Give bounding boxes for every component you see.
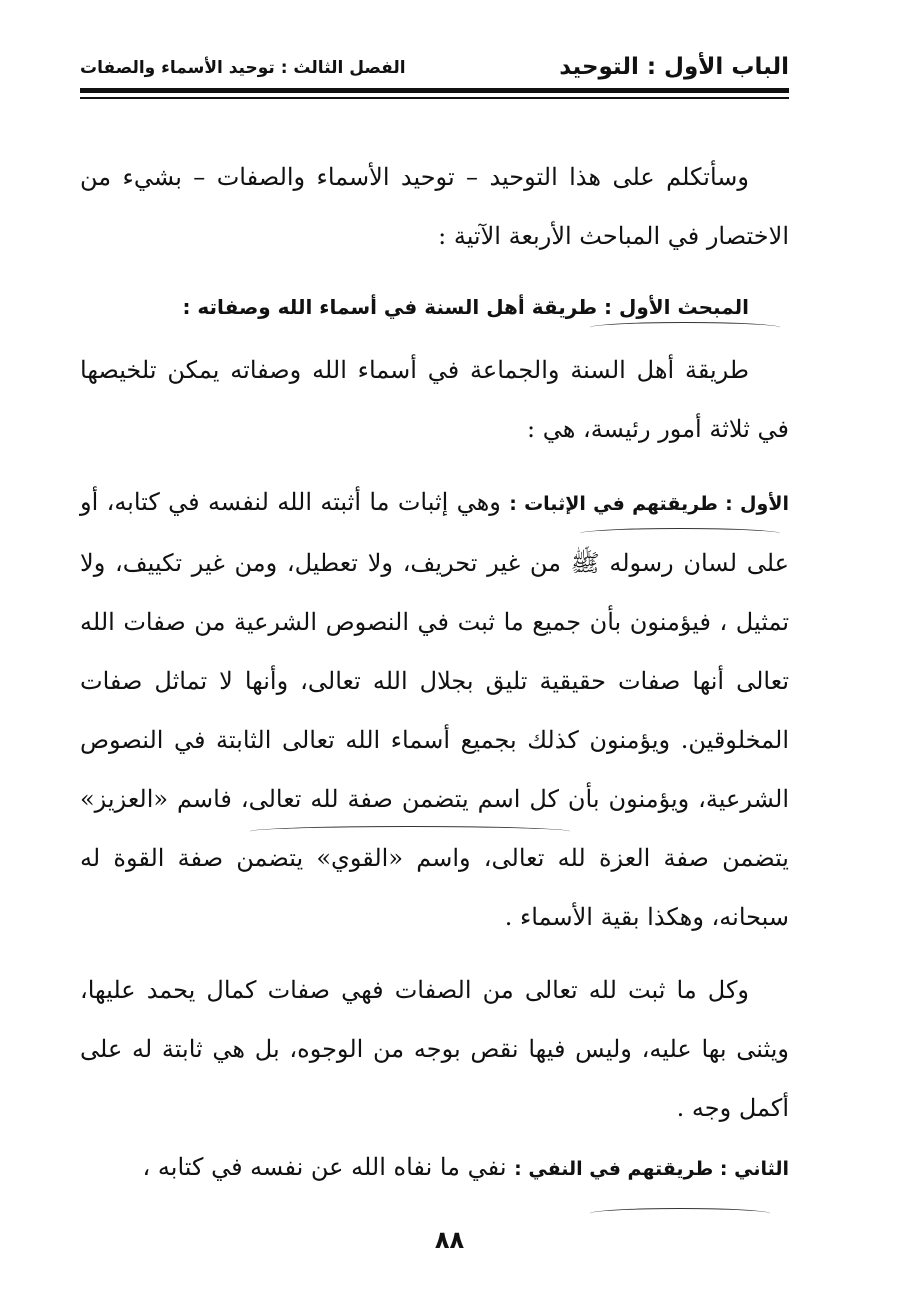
intro-paragraph: وسأتكلم على هذا التوحيد – توحيد الأسماء والصفات – بشيء من الاختصار في المباحث الأربعة الآتية : (80, 163, 789, 250)
header-rule (80, 88, 789, 93)
pen-underline-names (250, 826, 570, 837)
affirmation-label: الأول : طريقتهم في الإثبات : (509, 493, 789, 515)
paragraph-affirmation (80, 473, 789, 947)
pen-underline-negation (590, 1208, 770, 1219)
chapter-title: الباب الأول : التوحيد (559, 54, 789, 80)
paragraph-method-summary: طريقة أهل السنة والجماعة في أسماء الله وصفاته يمكن تلخيصها في ثلاثة أمور رئيسة، هي : (80, 356, 789, 443)
running-header (80, 52, 789, 86)
pen-underline-heading (590, 322, 780, 333)
paragraph-perfection: وكل ما ثبت لله تعالى من الصفات فهي صفات كمال يحمد عليها، ويثنى بها عليه، وليس فيها نقص بوجه من الوجوه، بل هي ثابتة له على أكمل وجه . (80, 976, 789, 1122)
affirmation-text: وهي إثبات ما أثبته الله لنفسه في كتابه، أو على لسان رسوله ﷺ من غير تحريف، ولا تعطيل، ومن غير تكييف، ولا تمثيل ، فيؤمنون بأن جميع ما ثبت في النصوص الشرعية من صفات الله تعالى أنها صفات حقيقية تليق بجلال الله تعالى، وأنها لا تماثل صفات المخلوقين. ويؤمنون كذلك بجميع أسماء الله تعالى الثابتة في النصوص الشرعية، ويؤمنون بأن كل اسم يتضمن صفة لله تعالى، فاسم «العزيز» يتضمن صفة العزة لله تعالى، واسم «القوي» يتضمن صفة القوة له سبحانه، وهكذا بقية الأسماء . (80, 488, 789, 931)
header-rule-secondary (80, 97, 789, 99)
body-text (80, 148, 789, 1199)
section-title: الفصل الثالث : توحيد الأسماء والصفات (80, 58, 406, 78)
negation-text: نفي ما نفاه الله عن نفسه في كتابه ، (142, 1153, 507, 1181)
pen-underline-affirmation (580, 528, 780, 539)
section-heading: المبحث الأول : طريقة أهل السنة في أسماء الله وصفاته : (182, 295, 749, 319)
negation-label: الثاني : طريقتهم في النفي : (514, 1158, 789, 1180)
page-number: ٨٨ (434, 1226, 465, 1254)
paragraph-negation (80, 1138, 789, 1199)
